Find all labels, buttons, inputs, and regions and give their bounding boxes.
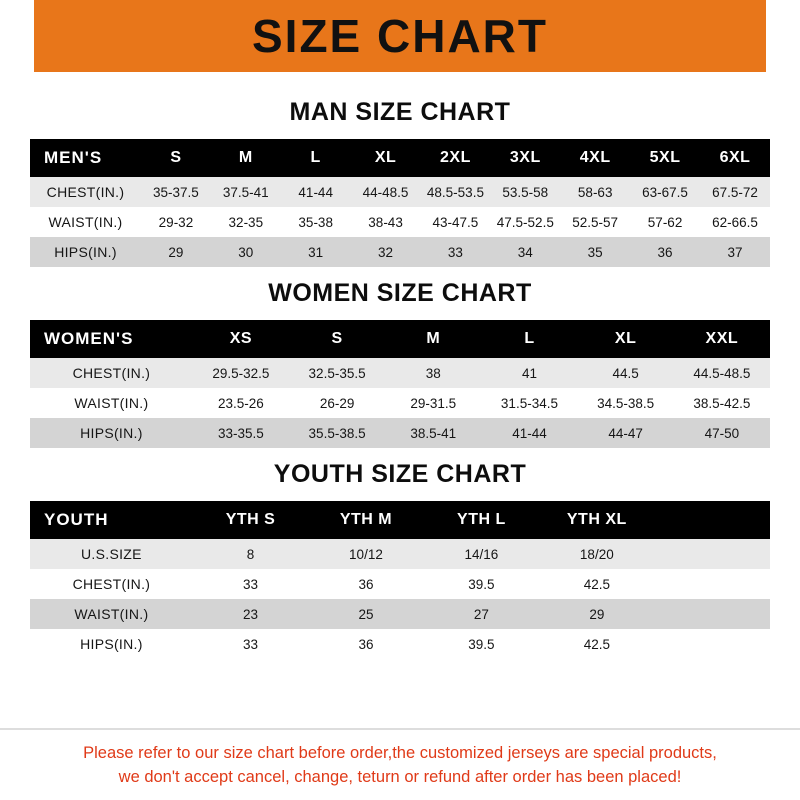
table-row xyxy=(30,569,770,599)
table-cell: 67.5-72 xyxy=(700,177,770,207)
row-label: HIPS(IN.) xyxy=(30,237,141,267)
women-size-table xyxy=(30,320,770,448)
table-cell: 14/16 xyxy=(424,539,539,569)
table-cell: 30 xyxy=(211,237,281,267)
table-cell: 10/12 xyxy=(308,539,423,569)
table-cell xyxy=(655,569,770,599)
table-cell: 37 xyxy=(700,237,770,267)
table-row xyxy=(30,177,770,207)
table-cell: 29 xyxy=(539,599,654,629)
table-row xyxy=(30,358,770,388)
table-cell: 27 xyxy=(424,599,539,629)
column-header: 5XL xyxy=(649,149,681,166)
table-cell: 34 xyxy=(490,237,560,267)
row-label: CHEST(IN.) xyxy=(30,358,193,388)
men-size-table xyxy=(30,139,770,267)
table-row xyxy=(30,629,770,659)
table-cell: 36 xyxy=(630,237,700,267)
table-cell: 35-38 xyxy=(281,207,351,237)
row-label: WAIST(IN.) xyxy=(30,599,193,629)
table-cell: 52.5-57 xyxy=(560,207,630,237)
row-label: U.S.SIZE xyxy=(30,539,193,569)
table-cell: 38.5-42.5 xyxy=(674,388,770,418)
column-header: YTH L xyxy=(457,511,506,528)
table-cell: 63-67.5 xyxy=(630,177,700,207)
row-label: HIPS(IN.) xyxy=(30,629,193,659)
table-cell: 39.5 xyxy=(424,569,539,599)
column-header: XL xyxy=(374,149,397,166)
column-header: L xyxy=(310,149,321,166)
section-title-men: MAN SIZE CHART xyxy=(289,98,511,126)
table-cell: 29.5-32.5 xyxy=(193,358,289,388)
section-title-women: WOMEN SIZE CHART xyxy=(268,279,532,307)
table-cell: 44-48.5 xyxy=(351,177,421,207)
footer-line-2: we don't accept cancel, change, teturn or refund after order has been placed! xyxy=(118,768,682,787)
table-cell: 35.5-38.5 xyxy=(289,418,385,448)
table-cell: 33 xyxy=(421,237,491,267)
table-cell: 57-62 xyxy=(630,207,700,237)
table-cell: 53.5-58 xyxy=(490,177,560,207)
column-header: XXL xyxy=(705,330,739,347)
column-header: YTH S xyxy=(225,511,276,528)
table-cell: 32-35 xyxy=(211,207,281,237)
table-row xyxy=(30,388,770,418)
table-cell: 42.5 xyxy=(539,629,654,659)
table-cell: 32 xyxy=(351,237,421,267)
table-cell xyxy=(655,629,770,659)
table-cell: 43-47.5 xyxy=(421,207,491,237)
column-header: M xyxy=(426,330,441,347)
footer-line-1: Please refer to our size chart before order,the customized jerseys are special products, xyxy=(83,744,717,763)
table-cell: 29-31.5 xyxy=(385,388,481,418)
column-header: M xyxy=(238,149,253,166)
table-cell: 38.5-41 xyxy=(385,418,481,448)
table-row xyxy=(30,418,770,448)
table-cell: 47.5-52.5 xyxy=(490,207,560,237)
table-cell: 26-29 xyxy=(289,388,385,418)
row-label: WAIST(IN.) xyxy=(30,388,193,418)
column-header: 3XL xyxy=(509,149,541,166)
table-header-row xyxy=(30,501,770,539)
table-cell: 62-66.5 xyxy=(700,207,770,237)
table-cell: 33-35.5 xyxy=(193,418,289,448)
section-youth xyxy=(30,460,770,659)
table-cell: 39.5 xyxy=(424,629,539,659)
section-men xyxy=(30,98,770,267)
table-cell: 41 xyxy=(481,358,577,388)
column-header: YTH M xyxy=(339,511,393,528)
column-header: YTH XL xyxy=(566,511,627,528)
table-cell: 41-44 xyxy=(481,418,577,448)
table-cell: 38 xyxy=(385,358,481,388)
table-cell: 29 xyxy=(141,237,211,267)
table-row xyxy=(30,237,770,267)
table-cell: 42.5 xyxy=(539,569,654,599)
table-cell: 58-63 xyxy=(560,177,630,207)
column-header: S xyxy=(170,149,182,166)
table-cell: 36 xyxy=(308,629,423,659)
table-cell xyxy=(655,599,770,629)
table-cell: 29-32 xyxy=(141,207,211,237)
table-cell: 8 xyxy=(193,539,308,569)
table-cell: 18/20 xyxy=(539,539,654,569)
table-cell: 25 xyxy=(308,599,423,629)
footer-notice xyxy=(0,728,800,800)
table-cell: 44.5 xyxy=(578,358,674,388)
table-cell: 44.5-48.5 xyxy=(674,358,770,388)
table-cell: 31 xyxy=(281,237,351,267)
chart-content xyxy=(0,72,800,722)
row-label: CHEST(IN.) xyxy=(30,177,141,207)
table-cell: 31.5-34.5 xyxy=(481,388,577,418)
row-label: HIPS(IN.) xyxy=(30,418,193,448)
column-header: S xyxy=(331,330,343,347)
table-header-row xyxy=(30,320,770,358)
row-label: CHEST(IN.) xyxy=(30,569,193,599)
table-cell: 23.5-26 xyxy=(193,388,289,418)
table-cell: 47-50 xyxy=(674,418,770,448)
column-header: XL xyxy=(614,330,637,347)
row-label: WAIST(IN.) xyxy=(30,207,141,237)
table-row xyxy=(30,539,770,569)
table-cell: 33 xyxy=(193,629,308,659)
column-header: YOUTH xyxy=(44,510,109,529)
section-title-youth: YOUTH SIZE CHART xyxy=(273,460,527,488)
column-header: L xyxy=(524,330,535,347)
page-title: SIZE CHART xyxy=(252,10,548,62)
table-cell: 35-37.5 xyxy=(141,177,211,207)
table-cell: 23 xyxy=(193,599,308,629)
table-cell xyxy=(655,539,770,569)
header-banner xyxy=(0,0,800,72)
table-cell: 34.5-38.5 xyxy=(578,388,674,418)
table-cell: 44-47 xyxy=(578,418,674,448)
table-cell: 37.5-41 xyxy=(211,177,281,207)
column-header: 2XL xyxy=(440,149,471,166)
column-header: 4XL xyxy=(579,149,611,166)
column-header: MEN'S xyxy=(44,148,103,167)
table-cell: 35 xyxy=(560,237,630,267)
column-header: WOMEN'S xyxy=(44,329,134,348)
table-cell: 48.5-53.5 xyxy=(421,177,491,207)
column-header: 6XL xyxy=(719,149,751,166)
section-women xyxy=(30,279,770,448)
table-row xyxy=(30,599,770,629)
table-cell: 33 xyxy=(193,569,308,599)
table-cell: 41-44 xyxy=(281,177,351,207)
table-row xyxy=(30,207,770,237)
column-header xyxy=(655,501,770,539)
table-cell: 32.5-35.5 xyxy=(289,358,385,388)
table-cell: 38-43 xyxy=(351,207,421,237)
table-cell: 36 xyxy=(308,569,423,599)
youth-size-table xyxy=(30,501,770,659)
column-header: XS xyxy=(229,330,253,347)
table-header-row xyxy=(30,139,770,177)
